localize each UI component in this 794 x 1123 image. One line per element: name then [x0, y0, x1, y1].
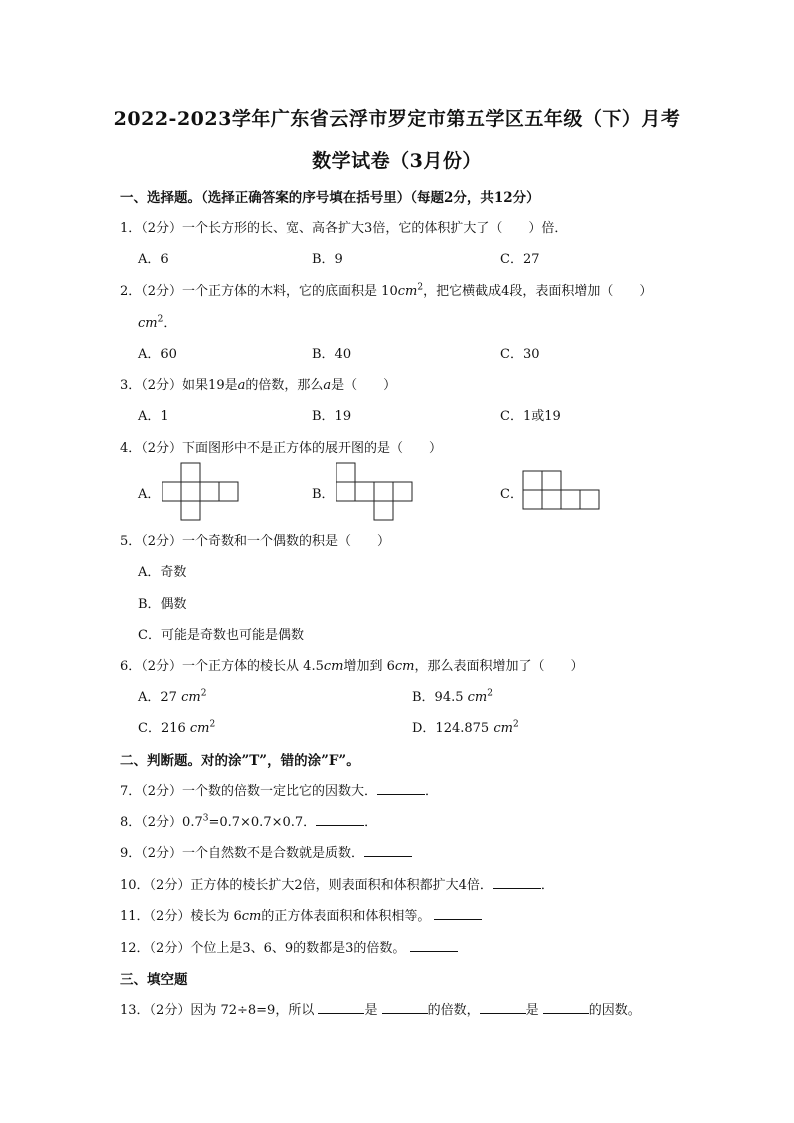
question-1: 1．（2分）一个长方形的长、宽、高各扩大3倍，它的体积扩大了（ ）倍．	[120, 221, 568, 236]
q6-option-c-label: C．216	[138, 721, 186, 736]
q8-text: 8．（2分）0.7	[120, 815, 203, 830]
q13-text-yinshu: 的因数。	[588, 1003, 641, 1018]
question-2-cont	[138, 312, 176, 331]
question-10: 10．（2分）正方体的棱长扩大2倍，则表面积和体积都扩大4倍． ．	[120, 878, 554, 893]
section-heading-choice: 一、选择题。（选择正确答案的序号填在括号里）（每题2分，共12分）	[120, 190, 540, 206]
q5-option-a: A．奇数	[138, 565, 187, 580]
q2-option-b: B．40	[312, 347, 352, 362]
q12-text: 12．（2分）个位上是3、6、9的数都是3的倍数。	[120, 941, 406, 956]
q13-blank-3[interactable]	[480, 1001, 526, 1014]
q8-sup: 3	[202, 813, 209, 824]
paper-title-line1: 2022-2023学年广东省云浮市罗定市第五学区五年级（下）月考	[113, 108, 681, 130]
q13-blank-2[interactable]	[382, 1001, 428, 1014]
q13-text-shi: 是	[364, 1003, 378, 1018]
q2-text-pre: 2．（2分）一个正方体的木料，它的底面积是 10	[120, 284, 398, 299]
q2-sup2: 2	[157, 314, 164, 325]
q8-answer-blank[interactable]	[316, 813, 364, 826]
q5-option-b: B．偶数	[138, 597, 187, 612]
question-4: 4．（2分）下面图形中不是正方体的展开图的是（ ）	[120, 441, 443, 456]
cube-net-c-figure	[522, 470, 602, 512]
q6-option-c-sup: 2	[209, 719, 216, 730]
q7-text: 7．（2分）一个数的倍数一定比它的因数大．	[120, 784, 378, 799]
q1-option-c: C．27	[500, 252, 540, 267]
q10-text: 10．（2分）正方体的棱长扩大2倍，则表面积和体积都扩大4倍．	[120, 878, 493, 893]
q3-option-c: C．1或19	[500, 409, 561, 424]
question-12	[120, 937, 458, 956]
section-heading-fill-in: 三、填空题	[120, 972, 188, 988]
q6-option-b-unit: cm	[467, 690, 488, 705]
q6-unit: cm	[323, 659, 344, 674]
q6-option-d-unit: cm	[493, 721, 513, 736]
q11-unit: cm	[241, 909, 262, 924]
q6-option-b	[412, 686, 493, 705]
q13-text-beishu: 的倍数，	[427, 1003, 480, 1018]
q9-text: 9．（2分）一个自然数不是合数就是质数．	[120, 846, 365, 861]
question-9	[120, 842, 412, 861]
q3-option-b: B．19	[312, 409, 352, 424]
q6-option-a-unit: cm	[181, 690, 201, 705]
q4-option-c: C．	[500, 487, 523, 502]
q6-option-a	[138, 686, 206, 705]
q3-var: a	[237, 378, 246, 393]
q2-option-c: C．30	[500, 347, 540, 362]
q6-option-a-label: A．27	[138, 690, 177, 705]
q6-option-d-sup: 2	[512, 719, 519, 730]
question-7: 7．（2分）一个数的倍数一定比它的因数大． ．	[120, 784, 439, 799]
q2-sup: 2	[417, 282, 424, 293]
q2-text-post2: ．	[163, 316, 177, 331]
q4-option-b: B．	[312, 487, 335, 502]
q13-text-shi2: 是	[525, 1003, 539, 1018]
q6-option-c	[138, 717, 215, 736]
q3-option-a: A．1	[138, 409, 169, 424]
q4-option-a: A．	[138, 487, 161, 502]
q6-unit2: cm	[394, 659, 415, 674]
section-heading-true-false: 二、判断题。对的涂”T”，错的涂”F”。	[120, 753, 360, 769]
q6-option-d-label: D．124.875	[412, 721, 490, 736]
q9-answer-blank[interactable]	[364, 844, 412, 857]
question-8: 8．（2分）$0.7^3=0.7\times 0.7\times 0.7$． ．	[120, 813, 378, 830]
q11-text-pre: 11．（2分）棱长为 6	[120, 909, 242, 924]
q7-answer-blank[interactable]	[377, 782, 425, 795]
question-13	[120, 999, 641, 1018]
cube-net-a-figure	[162, 462, 240, 522]
q3-text-mid: 的倍数，那么	[245, 378, 324, 393]
q11-text-post: 的正方体表面积和体积相等。	[261, 909, 431, 924]
q6-option-c-unit: cm	[189, 721, 210, 736]
q13-blank-4[interactable]	[543, 1001, 589, 1014]
q3-var2: a	[323, 378, 332, 393]
q10-answer-blank[interactable]	[493, 876, 541, 889]
q6-text-post: ，那么表面积增加了（ ）	[414, 659, 584, 674]
q6-option-b-sup: 2	[487, 688, 493, 699]
q13-blank-1[interactable]	[318, 1001, 364, 1014]
q13-text-pre: 13．（2分）因为 72÷8=9，所以	[120, 1003, 315, 1018]
question-6	[120, 655, 584, 674]
q2-option-a: A．60	[138, 347, 177, 362]
q2-unit2: cm	[138, 316, 158, 331]
q1-option-b: B．9	[312, 252, 343, 267]
question-2	[120, 280, 652, 299]
q6-option-d	[412, 717, 519, 736]
q8-text-b: =0.7×0.7×0.7．	[208, 815, 317, 830]
question-5: 5．（2分）一个奇数和一个偶数的积是（ ）	[120, 534, 391, 549]
question-3	[120, 374, 396, 393]
question-11	[120, 905, 482, 924]
cube-net-b-figure	[336, 462, 414, 522]
q6-option-b-label: B．94.5	[412, 690, 464, 705]
q6-text-mid: 增加到 6	[343, 659, 395, 674]
q1-option-a: A．6	[138, 252, 169, 267]
q3-text-post: 是（ ）	[331, 378, 397, 393]
q6-text-pre: 6．（2分）一个正方体的棱长从 4.5	[120, 659, 324, 674]
q2-unit: cm	[397, 284, 418, 299]
paper-title-line2: 数学试卷（3月份）	[312, 150, 482, 172]
q12-answer-blank[interactable]	[410, 939, 458, 952]
q5-option-c: C．可能是奇数也可能是偶数	[138, 628, 304, 643]
q6-option-a-sup: 2	[200, 688, 207, 699]
q3-text-pre: 3．（2分）如果19是	[120, 378, 238, 393]
q2-text-post: ，把它横截成4段，表面积增加（ ）	[423, 284, 653, 299]
q11-answer-blank[interactable]	[434, 907, 482, 920]
